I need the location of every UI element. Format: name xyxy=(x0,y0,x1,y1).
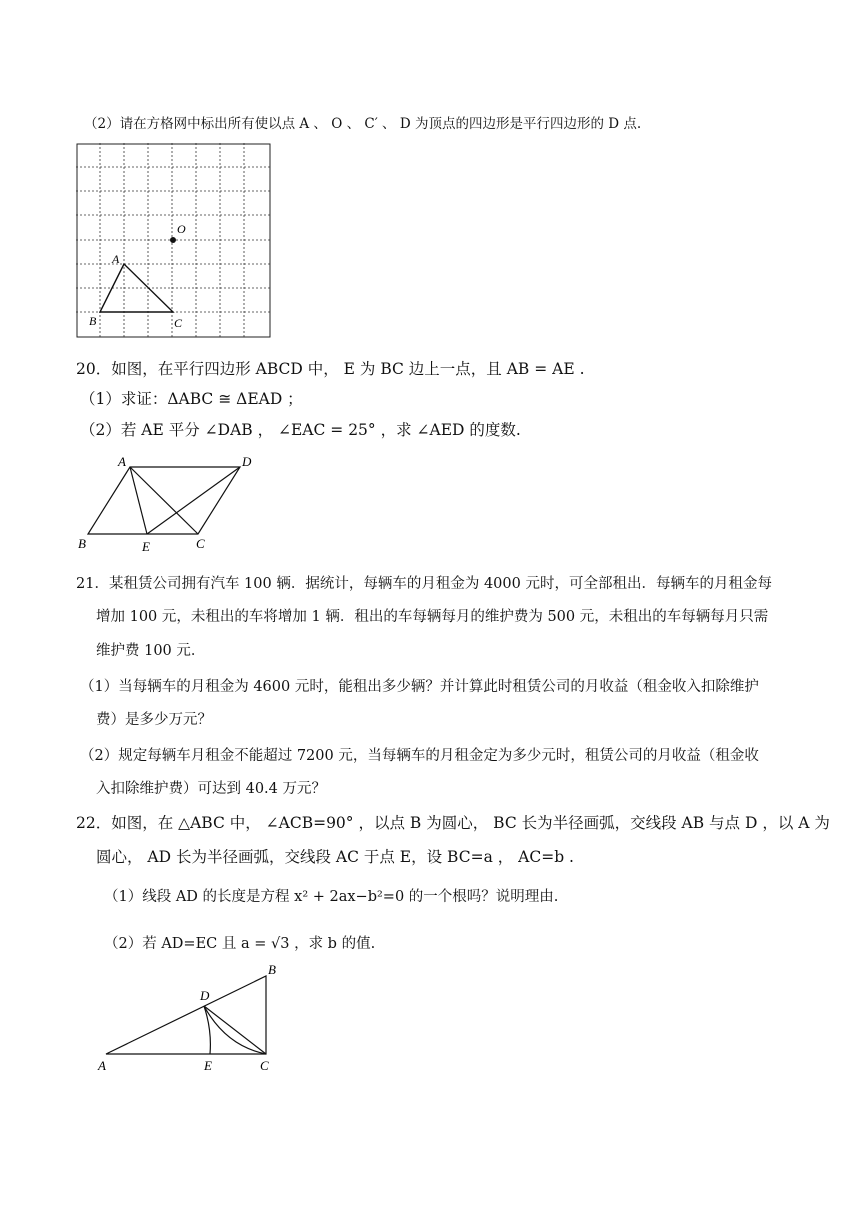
q22-triangle-figure xyxy=(96,962,286,1080)
q20-part2: （2）若 AE 平分 ∠DAB ， ∠EAC = 25° ，求 ∠AED 的度数. xyxy=(80,421,521,439)
q20-label-e: E xyxy=(142,539,150,554)
q21-stem-line1: 21．某租赁公司拥有汽车 100 辆．据统计，每辆车的月租金为 4000 元时，可全部租出．每辆车的月租金每 xyxy=(76,576,772,592)
q21-part2-line2: 入扣除维护费）可达到 40.4 万元？ xyxy=(96,781,327,797)
q21-stem-line3: 维护费 100 元． xyxy=(96,643,206,659)
q22-stem-line1: 22．如图，在 △ABC 中， ∠ACB=90° ，以点 B 为圆心， BC 长为半径画弧，交线段 AB 与点 D ，以 A 为 xyxy=(76,814,830,832)
q19-part2-text: （2）请在方格网中标出所有使以点 A 、 O 、 C′ 、 D 为顶点的四边形是平行四边形的 D 点. xyxy=(84,116,642,132)
q21-stem-line2: 增加 100 元，未租出的车将增加 1 辆．租出的车每辆每月的维护费为 500 元，未租出的车每辆每月只需 xyxy=(96,609,769,625)
q19-grid-figure xyxy=(76,143,276,339)
q22-part2: （2）若 AD=EC 且 a = √3 ，求 b 的值. xyxy=(104,936,376,952)
q21-part1-line1: （1）当每辆车的月租金为 4600 元时，能租出多少辆？并计算此时租赁公司的月收益（租金收入扣除维护 xyxy=(80,679,759,695)
q21-part2-line1: （2）规定每辆车月租金不能超过 7200 元，当每辆车的月租金定为多少元时，租赁公司的月收益（租金收 xyxy=(80,748,759,764)
q20-part1: （1）求证：ΔABC ≅ ΔEAD ； xyxy=(80,390,303,408)
q19-label-a: A xyxy=(112,252,120,266)
q20-label-a: A xyxy=(118,454,126,469)
q19-point-o xyxy=(170,237,176,243)
q22-stem-line2: 圆心， AD 长为半径画弧，交线段 AC 于点 E，设 BC=a ， AC=b . xyxy=(96,848,574,866)
q22-part1: （1）线段 AD 的长度是方程 x² + 2ax−b²=0 的一个根吗？说明理由. xyxy=(104,889,559,905)
q20-label-b: B xyxy=(78,536,86,551)
q22-label-b: B xyxy=(268,962,276,977)
q22-label-c: C xyxy=(260,1058,269,1073)
q19-label-c: C xyxy=(174,316,183,330)
q20-label-c: C xyxy=(196,536,205,551)
q22-arc-e xyxy=(204,1006,210,1054)
q22-label-a: A xyxy=(98,1058,106,1073)
q20-label-d: D xyxy=(242,454,252,469)
q20-stem: 20．如图，在平行四边形 ABCD 中， E 为 BC 边上一点，且 AB = AE . xyxy=(76,360,585,378)
q22-triangle-abc xyxy=(106,976,266,1054)
q19-label-o: O xyxy=(177,222,186,236)
q22-label-e: E xyxy=(204,1058,212,1073)
q20-parallelogram-figure xyxy=(72,452,272,556)
q21-part1-line2: 费）是多少万元？ xyxy=(96,712,212,728)
q22-label-d: D xyxy=(200,988,210,1003)
q19-label-b: B xyxy=(89,314,97,328)
